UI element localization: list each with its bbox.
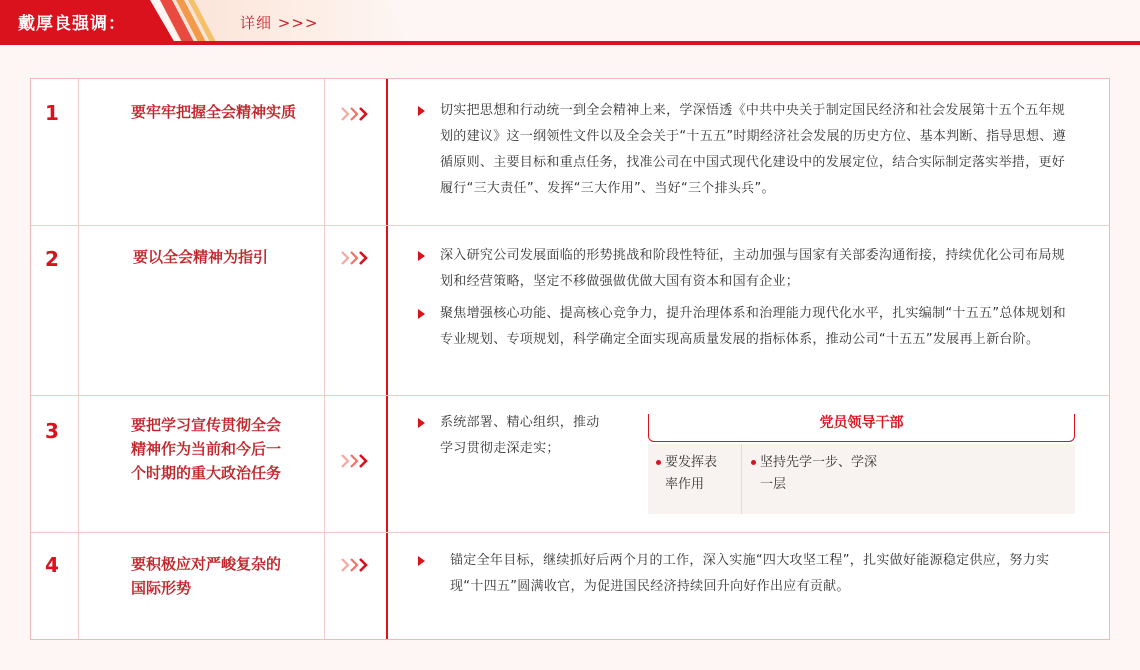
chevrons-right-icon	[341, 454, 373, 468]
table-row	[31, 396, 1109, 533]
row-content	[416, 243, 1076, 353]
leader-panel-body	[648, 444, 1075, 514]
header-bar	[0, 0, 1140, 46]
resolution-table	[30, 78, 1110, 640]
triangle-bullet-icon	[418, 251, 425, 261]
table-row	[31, 533, 1109, 639]
bullet-dot-icon	[751, 460, 756, 465]
row-content	[416, 98, 1076, 202]
row-content	[416, 548, 1076, 600]
row-title: 要把学习宣传贯彻全会精神作为当前和今后一个时期的重大政治任务	[131, 416, 282, 482]
triangle-bullet-icon	[418, 309, 425, 319]
list-item: 深入研究公司发展面临的形势挑战和阶段性特征，主动加强与国家有关部委沟通衔接，持续优化公司布局规划和经营策略，坚定不移做强做优做大国有资本和国有企业；	[416, 243, 1076, 295]
table-row	[31, 79, 1109, 226]
row-title: 要牢牢把握全会精神实质	[131, 103, 297, 121]
row-number: 4	[45, 553, 59, 577]
row-title: 要积极应对严峻复杂的国际形势	[131, 555, 282, 597]
decorative-stripes-icon	[150, 0, 230, 42]
leader-panel-heading: 党员领导干部	[648, 414, 1075, 442]
row-number: 1	[45, 101, 59, 125]
row-number: 3	[45, 419, 59, 443]
leader-divider	[741, 444, 742, 514]
triangle-bullet-icon	[418, 106, 425, 116]
leader-panel	[648, 414, 1075, 514]
triangle-bullet-icon	[418, 556, 425, 566]
chevrons-right-icon	[341, 558, 373, 572]
chevrons-right-icon	[341, 107, 373, 121]
triangle-bullet-icon	[418, 418, 425, 428]
row-title: 要以全会精神为指引	[133, 248, 269, 266]
list-item: 切实把思想和行动统一到全会精神上来，学深悟透《中共中央关于制定国民经济和社会发展第十五个五年规划的建议》这一纲领性文件以及全会关于“十五五”时期经济社会发展的历史方位、基本判断、指导思想、遵循原则、主要目标和重点任务，找准公司在中国式现代化建设中的发展定位，结合实际制定落实举措，更好履行“三大责任”、发挥“三大作用”、当好“三个排头兵”。	[416, 98, 1076, 202]
header-title: 戴厚良强调：	[18, 14, 126, 34]
leader-item: 要发挥表率作用	[665, 452, 729, 522]
row-content	[416, 410, 606, 462]
header-divider	[0, 41, 1140, 45]
row-number: 2	[45, 247, 59, 271]
bullet-dot-icon	[656, 460, 661, 465]
table-row	[31, 226, 1109, 396]
list-item: 系统部署、精心组织，推动学习贯彻走深走实；	[416, 410, 606, 462]
list-item: 锚定全年目标，继续抓好后两个月的工作，深入实施“四大攻坚工程”，扎实做好能源稳定供应，努力实现“十四五”圆满收官，为促进国民经济持续回升向好作出应有贡献。	[416, 548, 1076, 600]
detail-link[interactable]: 详细 >>>	[240, 14, 319, 32]
leader-item: 坚持先学一步、学深一层	[760, 452, 880, 522]
list-item: 聚焦增强核心功能、提高核心竞争力，提升治理体系和治理能力现代化水平，扎实编制“十五五”总体规划和专业规划、专项规划，科学确定全面实现高质量发展的指标体系，推动公司“十五五”发展再上新台阶。	[416, 301, 1076, 353]
chevrons-right-icon	[341, 251, 373, 265]
